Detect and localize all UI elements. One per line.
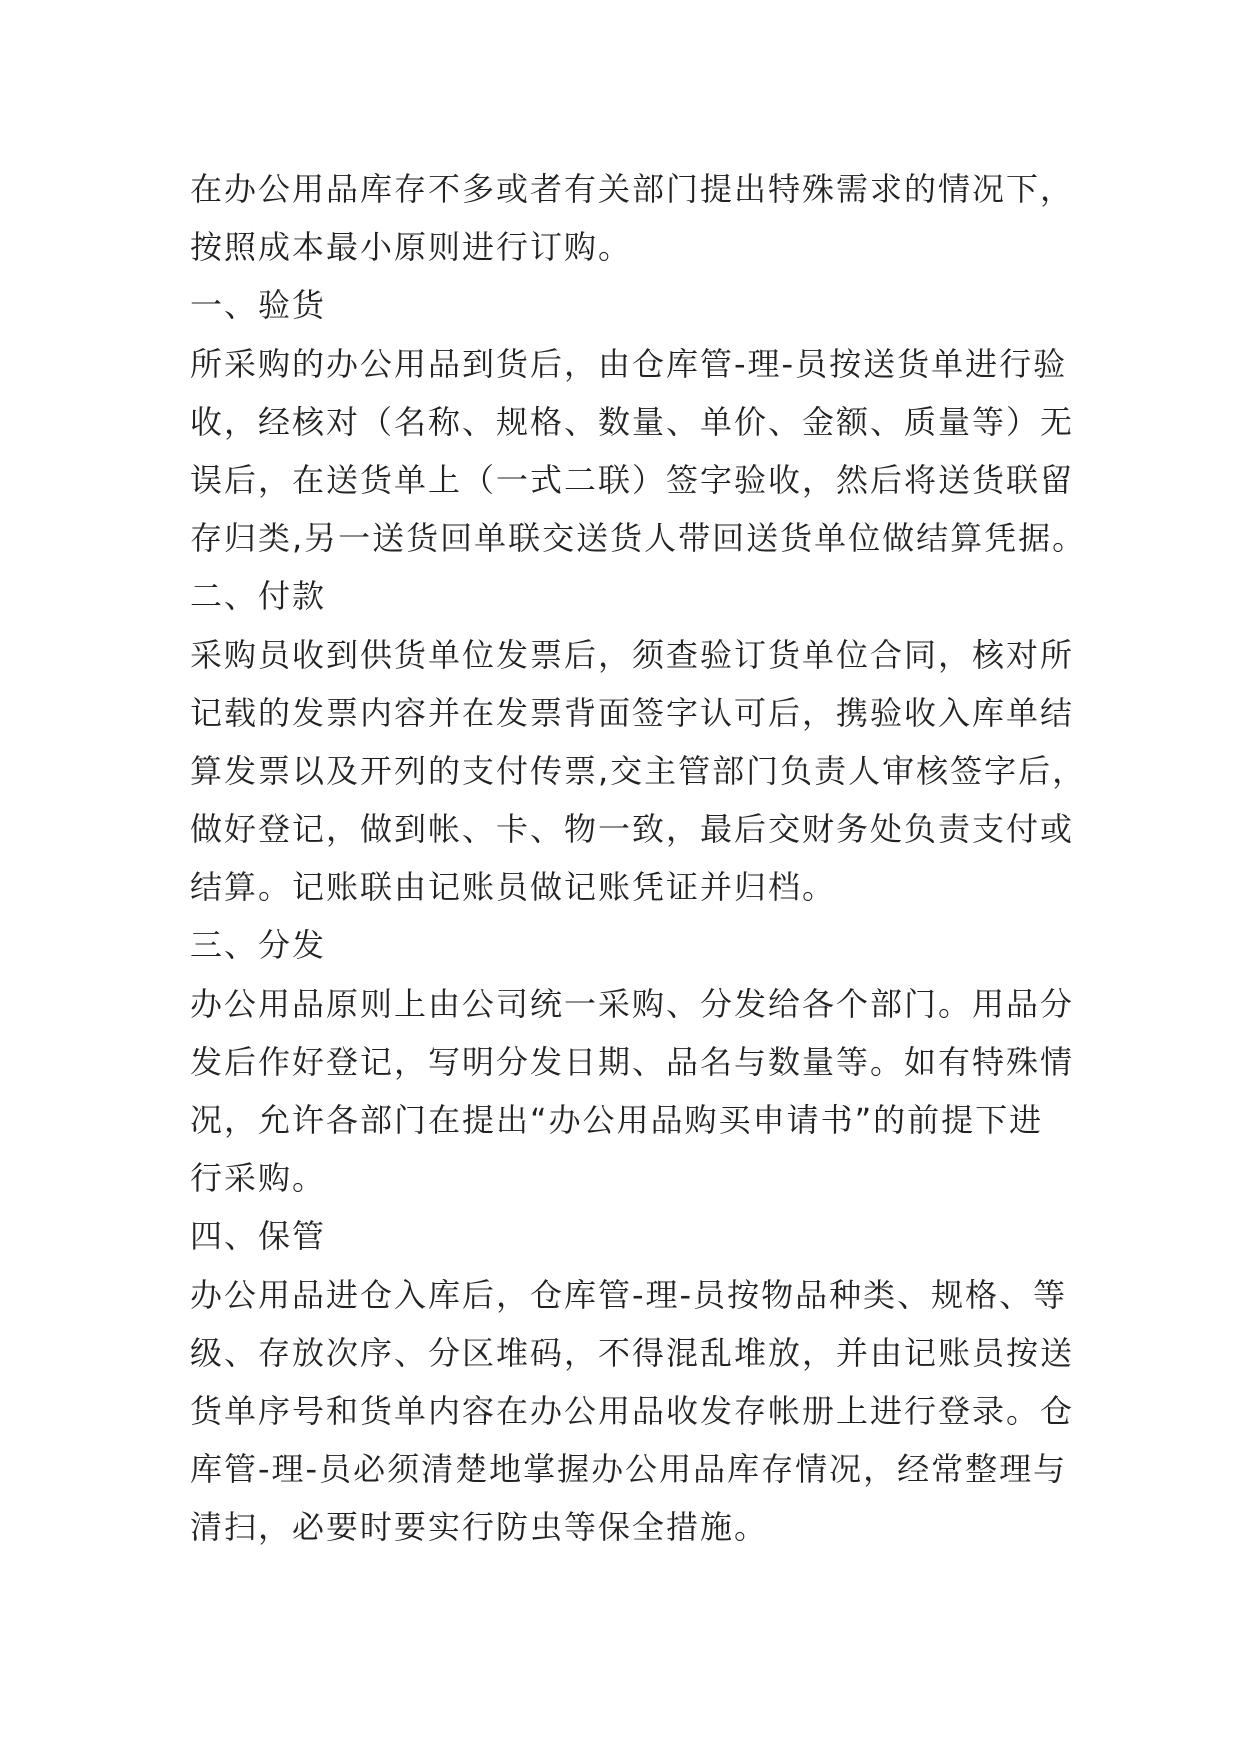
body-text-line: 采购员收到供货单位发票后，须查验订货单位合同，核对所 [190,635,1075,674]
body-text-line: 在办公用品库存不多或者有关部门提出特殊需求的情况下， [190,170,1075,208]
body-text-line: 误后，在送货单上（一式二联）签字验收，然后将送货联留 [190,460,1075,499]
body-text-line: 存归类,另一送货回单联交送货人带回送货单位做结算凭据。 [190,519,1087,558]
section-heading: 二、付款 [190,577,327,616]
body-text-line: 结算。记账联由记账员做记账凭证并归档。 [190,868,837,907]
body-text-line: 收，经核对（名称、规格、数量、单价、金额、质量等）无 [190,402,1075,441]
body-text-line: 办公用品进仓入库后，仓库管-理-员按物品种类、规格、等 [190,1275,1068,1314]
body-text-line: 发后作好登记，写明分发日期、品名与数量等。如有特殊情 [190,1042,1075,1081]
body-text-line: 办公用品原则上由公司统一采购、分发给各个部门。用品分 [190,984,1075,1023]
body-text-line: 记载的发票内容并在发票背面签字认可后，携验收入库单结 [190,693,1075,732]
body-text-line: 所采购的办公用品到货后，由仓库管-理-员按送货单进行验 [190,344,1068,383]
section-heading: 一、验货 [190,286,327,325]
body-text-line: 算发票以及开列的支付传票,交主管部门负责人审核签字后， [190,751,1087,790]
body-text-line: 库管-理-员必须清楚地掌握办公用品库存情况，经常整理与 [190,1450,1068,1489]
body-text-line: 级、存放次序、分区堆码，不得混乱堆放，并由记账员按送 [190,1333,1075,1372]
body-text-line: 行采购。 [190,1159,327,1198]
body-text-line: 清扫，必要时要实行防虫等保全措施。 [190,1508,769,1547]
section-heading: 三、分发 [190,926,327,965]
body-text-line: 货单序号和货单内容在办公用品收发存帐册上进行登录。仓 [190,1391,1075,1430]
document-body [190,160,1087,1557]
body-text-line: 况，允许各部门在提出“办公用品购买申请书”的前提下进 [190,1101,1044,1139]
section-heading: 四、保管 [190,1217,327,1256]
body-text-line: 做好登记，做到帐、卡、物一致，最后交财务处负责支付或 [190,810,1075,849]
body-text-line: 按照成本最小原则进行订购。 [190,228,633,267]
